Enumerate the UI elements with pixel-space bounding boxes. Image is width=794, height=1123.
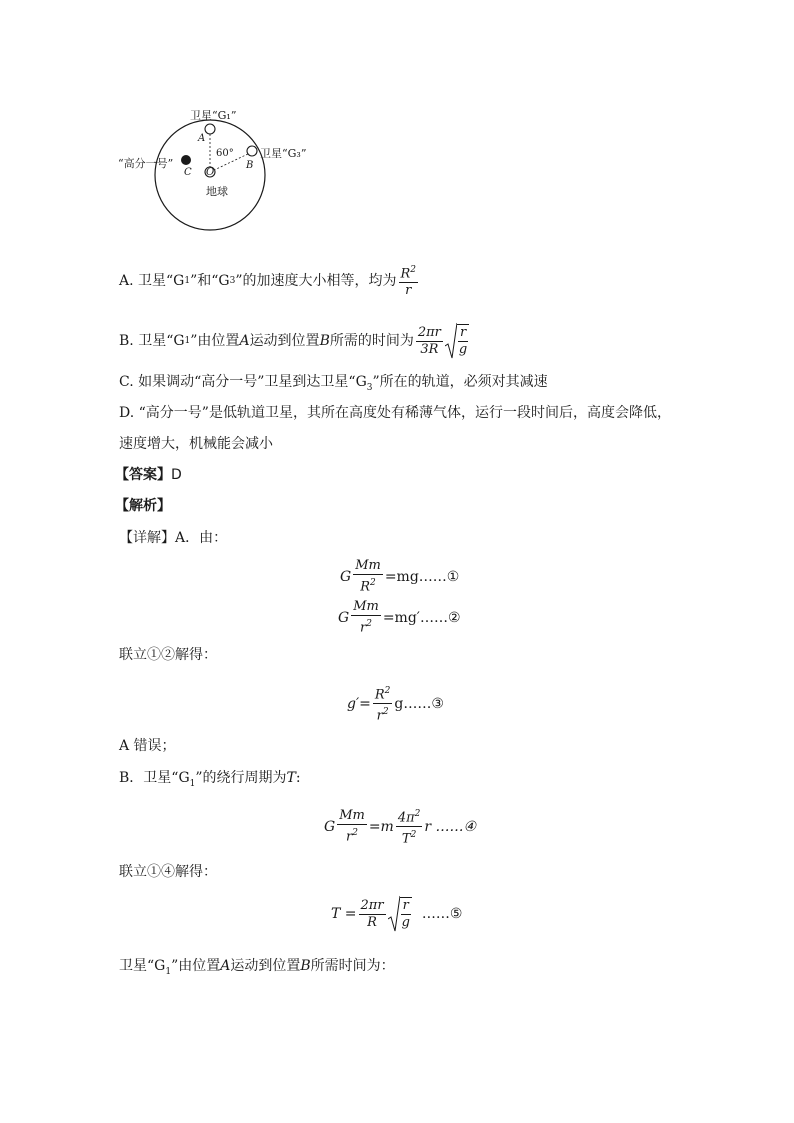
equation-2 [338, 599, 461, 636]
eq5-sqrt [388, 895, 414, 933]
b-intro-suffix: ”的绕行周期为 [195, 770, 287, 786]
b-intro [119, 768, 301, 794]
eq2-fraction [351, 599, 381, 636]
eq4-fraction-1 [337, 808, 367, 845]
eq1-g: G [340, 568, 352, 585]
option-b-fraction [416, 325, 443, 358]
option-a-frac-num: R [400, 266, 411, 282]
option-b-mid2: 运动到位置 [249, 333, 320, 349]
eq2-g: G [338, 609, 350, 626]
option-b-frac-den: 3R [420, 341, 439, 357]
option-a-sub1: 1 [184, 275, 191, 286]
label-g3: 卫星“G₃” [260, 147, 307, 160]
sqrt-sign-icon [445, 322, 457, 360]
option-b-mid1: ”由位置 [190, 333, 240, 349]
option-b-sqrt-den: g [458, 342, 468, 357]
satellite-g1 [205, 124, 215, 134]
a-wrong: A 错误； [119, 738, 176, 754]
option-a-fraction [399, 262, 419, 299]
label-b: B [246, 160, 254, 171]
eq4-num2: 4π [397, 810, 415, 826]
analysis-label: 【解析】 [115, 498, 171, 514]
option-b-prefix: B. 卫星“G [119, 333, 185, 349]
eq4-fraction-2 [396, 806, 423, 848]
detail-intro: 【详解】A．由： [119, 530, 228, 546]
option-d-line2: 速度增大，机械能会减小 [119, 436, 273, 452]
eq3-den-sup: 2 [382, 707, 389, 718]
eq4-den2: T [401, 831, 411, 847]
eq3-num: R [374, 687, 385, 703]
orbit-diagram [110, 105, 330, 240]
eq2-den: r [360, 620, 367, 636]
option-c [119, 372, 548, 398]
eq5-den: R [367, 914, 377, 930]
answer-label: 【答案】 [115, 467, 171, 483]
eq4-num: Mm [339, 808, 365, 824]
equation-5 [331, 895, 462, 933]
option-c-text: C. 如果调动“高分一号”卫星到达卫星“G [119, 374, 367, 390]
option-b-b: B [319, 333, 330, 349]
answer-value: D [171, 467, 182, 483]
joint-14: 联立①④解得： [119, 864, 217, 880]
eq4-rhs: r ……④ [424, 818, 477, 835]
label-a: A [198, 133, 206, 144]
satellite-g3 [247, 146, 257, 156]
eq5-rhs: ……⑤ [421, 906, 463, 922]
option-a [119, 262, 420, 299]
option-a-mid: ”和“G [190, 272, 230, 289]
option-b-sqrt-num: r [459, 325, 467, 340]
label-c: C [184, 167, 192, 178]
eq3-rhs: g……③ [394, 695, 444, 712]
answer [115, 465, 182, 485]
option-a-prefix: A. 卫星“G [119, 272, 185, 289]
eq2-rhs: =mg′……② [382, 609, 461, 626]
option-a-frac-num-sup: 2 [410, 265, 417, 275]
option-b-sqrt-frac [457, 324, 469, 358]
label-earth: 地球 [206, 185, 228, 198]
option-b-suffix: 所需的时间为 [329, 333, 414, 349]
eq5-num: 2πr [360, 897, 384, 913]
equation-1 [340, 558, 459, 595]
option-b-sqrt [445, 322, 471, 360]
sqrt-sign-icon [388, 895, 400, 933]
label-o: O [206, 167, 215, 178]
label-g1: 卫星“G₁” [190, 109, 237, 122]
eq1-den-sup: 2 [370, 578, 376, 588]
eq2-den-sup: 2 [366, 619, 372, 629]
final-a: A [220, 958, 231, 974]
b-intro-t: T [286, 770, 296, 786]
eq2-num: Mm [353, 599, 379, 614]
eq3-lhs: g′= [347, 695, 371, 712]
b-intro-sub: 1 [189, 778, 196, 789]
eq3-den: r [376, 708, 383, 724]
eq4-den2-sup: 2 [410, 830, 417, 841]
eq1-den: R [360, 579, 371, 595]
eq4-den: r [346, 829, 353, 845]
final-b: B [300, 958, 311, 974]
equation-3 [347, 683, 444, 725]
final-prefix: 卫星“G [119, 958, 166, 974]
eq3-num-sup: 2 [384, 686, 391, 696]
eq5-sqrt-den: g [401, 915, 410, 930]
joint-12: 联立①②解得： [119, 647, 217, 663]
final-line [119, 956, 395, 982]
equation-4 [324, 806, 476, 848]
eq5-sqrt-frac [400, 897, 412, 931]
label-angle: 60° [216, 148, 234, 159]
eq4-mid: =m [368, 818, 394, 835]
option-a-suffix: ”的加速度大小相等，均为 [235, 272, 397, 289]
gaofen-satellite [181, 155, 191, 165]
b-intro-text: B．卫星“G [119, 770, 190, 786]
eq4-num2-sup: 2 [414, 809, 421, 819]
option-a-sub3: 3 [229, 275, 236, 286]
option-c-suffix: ”所在的轨道，必须对其减速 [372, 374, 548, 390]
eq5-lhs: T = [331, 906, 357, 922]
final-mid2: 运动到位置 [230, 958, 301, 974]
option-b-frac-num: 2πr [417, 324, 441, 340]
b-intro-end: : [295, 770, 301, 786]
option-b-sub1: 1 [184, 336, 191, 346]
label-gaofen: “高分一号” [118, 157, 174, 170]
eq1-num: Mm [355, 558, 381, 573]
eq4-den-sup: 2 [352, 828, 358, 839]
final-sub: 1 [165, 966, 172, 977]
eq5-sqrt-num: r [402, 898, 409, 913]
final-mid1: ”由位置 [171, 958, 221, 974]
eq5-fraction [359, 898, 386, 931]
option-a-frac-den: r [405, 283, 412, 299]
eq4-g: G [324, 818, 336, 835]
orbit-figure [110, 105, 330, 240]
option-b [119, 322, 471, 360]
final-suffix: 所需时间为： [310, 958, 395, 974]
option-c-sub: 3 [366, 382, 373, 393]
option-b-a: A [239, 333, 250, 349]
option-d-line1: D. “高分一号”是低轨道卫星，其所在高度处有稀薄气体，运行一段时间后，高度会降低， [119, 405, 671, 421]
eq1-rhs: =mg……① [384, 568, 460, 585]
eq3-fraction [373, 683, 393, 725]
eq1-fraction [353, 558, 383, 595]
